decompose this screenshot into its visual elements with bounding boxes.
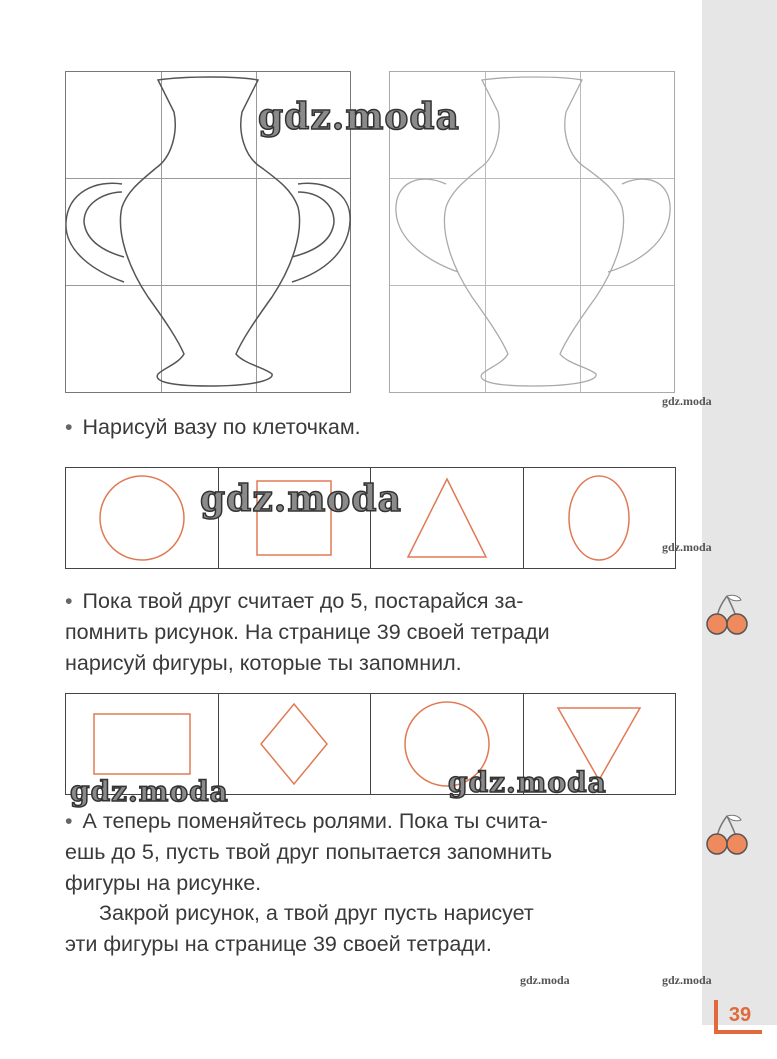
task-4: Закрой рисунок, а твой друг пусть нарисует эти фигуры на странице 39 своей тетради. (65, 901, 534, 956)
triangle-icon (404, 475, 490, 561)
watermark: gdz.moda (200, 478, 402, 520)
figure-cell (219, 694, 372, 794)
watermark-small: gdz.moda (520, 973, 570, 987)
rhombus-icon (258, 701, 330, 787)
rectangle-icon (91, 711, 193, 777)
watermark-small: gdz.moda (662, 973, 712, 987)
circle-icon (96, 472, 188, 564)
cherry-icon (703, 590, 751, 638)
page-sidebar (702, 0, 777, 1025)
watermark-small: gdz.moda (662, 394, 712, 408)
figure-cell (66, 468, 219, 568)
page-number: 39 (714, 1000, 762, 1034)
figure-cell (524, 468, 676, 568)
oval-icon (566, 473, 632, 563)
task-2: • Пока твой друг считает до 5, постарайся за- помнить рисунок. На странице 39 своей тетради нарисуй фигуры, которые ты запомнил. (65, 589, 550, 675)
watermark: gdz.moda (448, 766, 607, 799)
watermark-small: gdz.moda (662, 540, 712, 554)
watermark: gdz.moda (70, 775, 229, 808)
watermark: gdz.moda (258, 96, 460, 138)
cherry-icon (703, 810, 751, 858)
task-3: • А теперь поменяйтесь ролями. Пока ты счита- ешь до 5, пусть твой друг попытается запомнить фигуры на рисунке. (65, 809, 553, 895)
task-1: • Нарисуй вазу по клеточкам. (65, 415, 361, 439)
task-1-text: Нарисуй вазу по клеточкам. (82, 415, 361, 439)
